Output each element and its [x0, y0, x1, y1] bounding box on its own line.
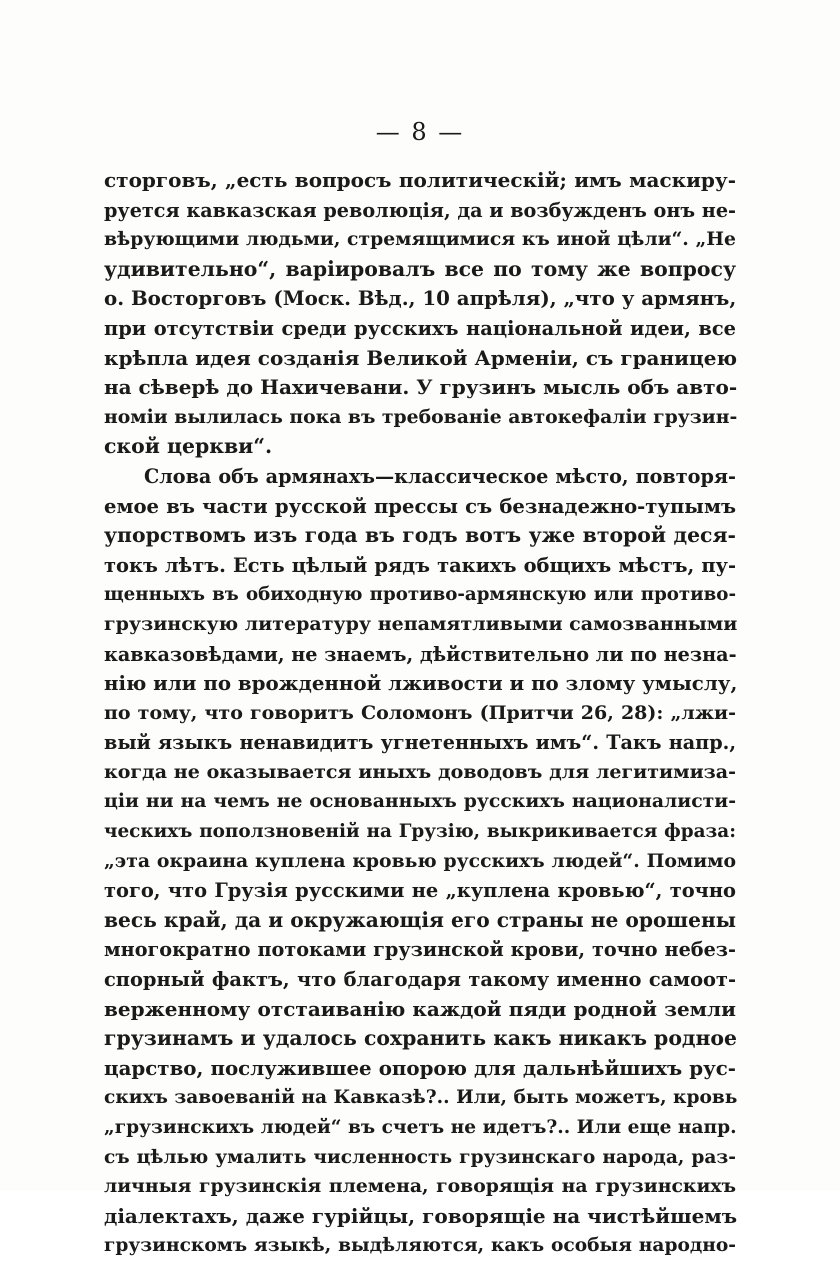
text-line: грузинскую литературу непамятливыми самозванными: [104, 612, 738, 635]
text-line: номіи вылилась пока въ требованіе автокефаліи грузин-: [104, 405, 738, 428]
text-line: токъ лѣтъ. Есть цѣлый рядъ такихъ общихъ мѣстъ, пу-: [104, 553, 736, 577]
text-line: сторговъ, „есть вопросъ политическій; имъ маскиру-: [104, 168, 736, 192]
text-line: ской церкви“.: [104, 434, 273, 459]
text-line: скихъ завоеваній на Кавказѣ?.. Или, быть можетъ, кровь: [104, 1087, 738, 1109]
text-line: емое въ части русской прессы съ безнадежно-тупымъ: [104, 494, 736, 518]
text-line: ціи ни на чемъ не основанныхъ русскихъ националисти-: [104, 790, 736, 813]
paragraph: [104, 166, 736, 462]
paragraph: [104, 462, 736, 1261]
text-line: царство, послужившее опорою для дальнѣйшихъ рус-: [104, 1055, 736, 1080]
text-line: діалектахъ, даже гурійцы, говорящіе на чистѣйшемъ: [104, 1203, 738, 1228]
text-line: Слова объ армянахъ—классическое мѣсто, повторя-: [144, 464, 736, 488]
text-line: того, что Грузія русскими не „куплена кровью“, точно: [104, 879, 736, 903]
text-line: при отсутствіи среди русскихъ національной идеи, все: [104, 316, 736, 340]
text-line: грузинскомъ языкѣ, выдѣляются, какъ особыя народно-: [104, 1235, 736, 1257]
text-line: верженному отстаиванію каждой пяди родной земли: [104, 996, 736, 1021]
text-line: многократно потоками грузинской крови, точно небез-: [104, 938, 736, 962]
text-line: съ цѣлью умалить численность грузинскаго народа, раз-: [104, 1146, 736, 1168]
text-line: нію или по врожденной лживости и по злому умыслу,: [104, 671, 738, 696]
page-number: — 8 —: [375, 118, 465, 146]
text-line: ческихъ поползновеній на Грузію, выкрикивается фраза:: [104, 821, 736, 843]
text-line: весь край, да и окружающія его страны не орошены: [104, 907, 736, 932]
text-line: крѣпла идея созданія Великой Арменіи, съ границею: [104, 345, 737, 370]
text-line: „эта окраина куплена кровью русскихъ людей“. Помимо: [104, 849, 736, 872]
text-line: на сѣверѣ до Нахичевани. У грузинъ мысль объ авто-: [104, 375, 738, 400]
text-line: спорный фактъ, что благодаря такому именно самоот-: [104, 968, 736, 992]
text-line: вый языкъ ненавидитъ угнетенныхъ имъ“. Такъ напр.,: [104, 731, 736, 755]
body-text: [104, 166, 736, 1261]
text-line: личныя грузинскія племена, говорящія на грузинскихъ: [104, 1175, 736, 1198]
text-line: вѣрующими людьми, стремящимися къ иной цѣли“. „Не: [104, 228, 736, 251]
text-line: удивительно“, варіировалъ все по тому же вопросу: [104, 256, 736, 281]
text-line: кавказовѣдами, не знаемъ, дѣйствительно ли по незна-: [104, 642, 737, 666]
text-line: когда не оказывается иныхъ доводовъ для легитимиза-: [104, 760, 736, 783]
text-line: щенныхъ въ обиходную противо-армянскую или противо-: [104, 584, 736, 606]
text-line: упорствомъ изъ года въ годъ вотъ уже второй деся-: [104, 523, 736, 548]
text-line: по тому, что говоритъ Соломонъ (Притчи 26, 28): „лжи-: [104, 701, 736, 724]
text-line: руется кавказская революція, да и возбужденъ онъ не-: [104, 198, 736, 222]
text-line: „грузинскихъ людей“ въ счетъ не идетъ?.. Или еще напр.: [104, 1117, 737, 1138]
text-line: грузинамъ и удалось сохранить какъ никакъ родное: [104, 1026, 738, 1051]
text-line: о. Востоpговъ (Моск. Вѣд., 10 апрѣля), „что у армянъ,: [104, 286, 737, 311]
